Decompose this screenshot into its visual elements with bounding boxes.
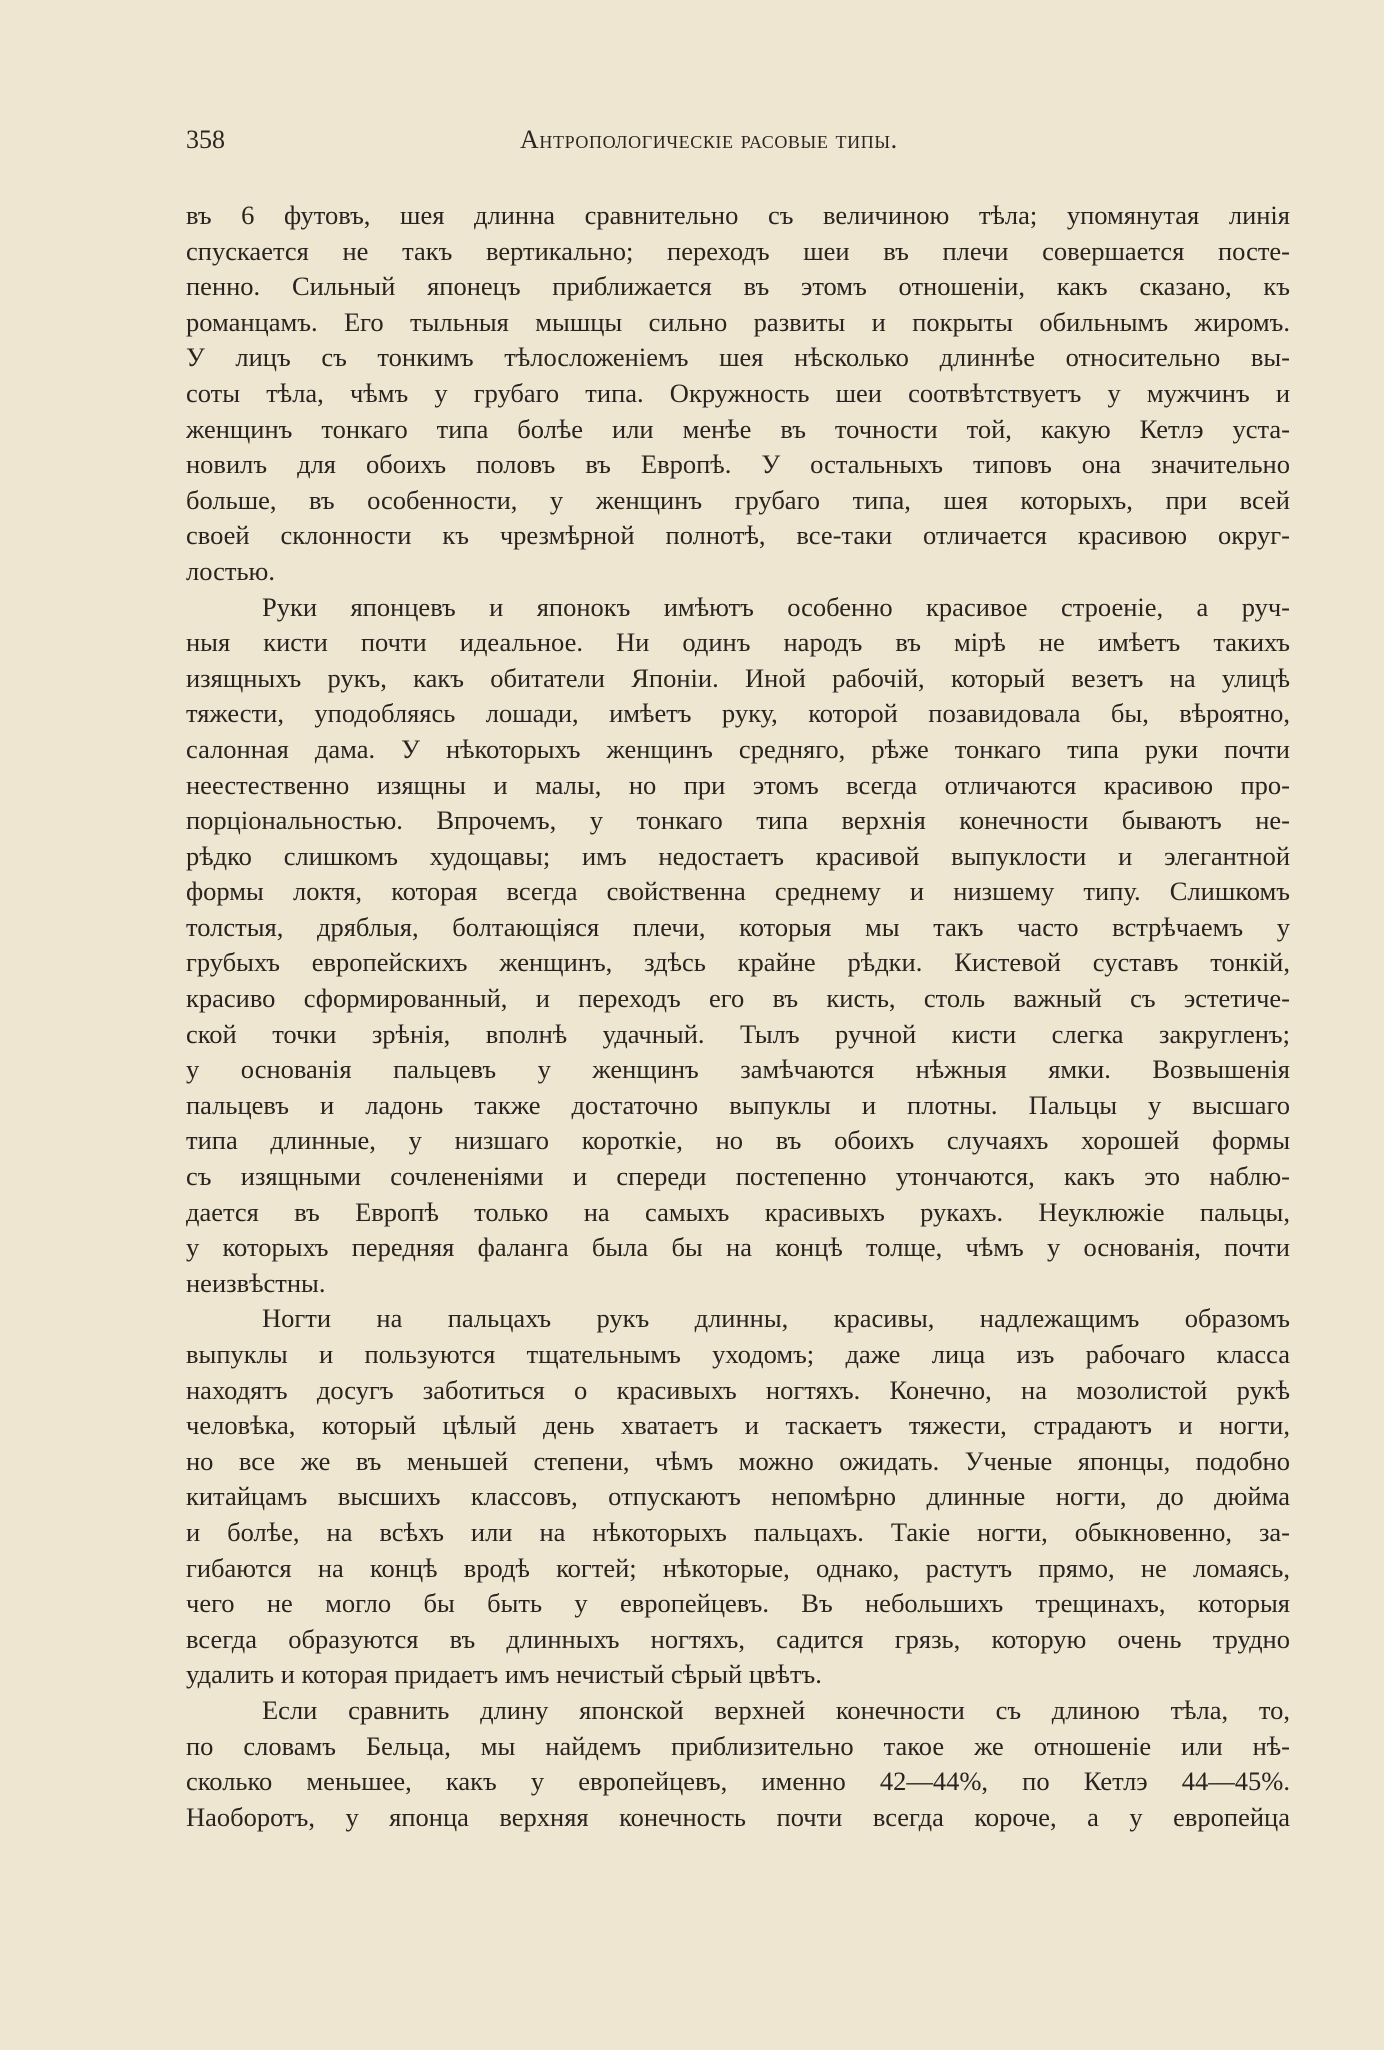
text-line: женщинъ тонкаго типа болѣе или менѣе въ точности той, какую Кетлэ уста- xyxy=(186,413,1290,444)
text-line: неестественно изящны и малы, но при этомъ всегда отличаются красивою про- xyxy=(186,769,1290,800)
text-line: рѣдко слишкомъ худощавы; имъ недостаетъ красивой выпуклости и элегантной xyxy=(186,840,1290,871)
text-line: романцамъ. Его тыльныя мышцы сильно развиты и покрыты обильнымъ жиромъ. xyxy=(186,306,1290,337)
paragraph-2 xyxy=(186,590,1290,1302)
text-line: выпуклы и пользуются тщательнымъ уходомъ; даже лица изъ рабочаго класса xyxy=(186,1339,1290,1369)
text-line: ской точки зрѣнія, вполнѣ удачный. Тылъ ручной кисти слегка закругленъ; xyxy=(186,1018,1290,1049)
text-line: и болѣе, на всѣхъ или на нѣкоторыхъ пальцахъ. Такіе ногти, обыкновенно, за- xyxy=(186,1516,1290,1547)
text-line: въ 6 футовъ, шея длинна сравнительно съ величиною тѣла; упомянутая линія xyxy=(186,200,1290,230)
text-line: человѣка, который цѣлый день хватаетъ и таскаетъ тяжести, страдаютъ и ногти, xyxy=(186,1410,1290,1441)
text-line: новилъ для обоихъ половъ въ Европѣ. У остальныхъ типовъ она значительно xyxy=(186,449,1290,480)
text-line: ныя кисти почти идеальное. Ни одинъ народъ въ мірѣ не имѣетъ такихъ xyxy=(186,627,1290,658)
text-line: У лицъ съ тонкимъ тѣлосложеніемъ шея нѣсколько длиннѣе относительно вы- xyxy=(186,342,1290,373)
text-line: соты тѣла, чѣмъ у грубаго типа. Окружность шеи соотвѣтствуетъ у мужчинъ и xyxy=(186,377,1290,408)
text-line: Если сравнить длину японской верхней конечности съ длиною тѣла, то, xyxy=(262,1694,1290,1725)
text-line: но все же въ меньшей степени, чѣмъ можно ожидать. Ученые японцы, подобно xyxy=(186,1445,1290,1476)
running-head: Антропологическіе расовые типы. xyxy=(520,125,898,154)
text-line: сколько меньшее, какъ у европейцевъ, именно 42—44%, по Кетлэ 44—45%. xyxy=(186,1766,1290,1797)
text-line: салонная дама. У нѣкоторыхъ женщинъ средняго, рѣже тонкаго типа руки почти xyxy=(186,733,1290,764)
text-line: порціональностью. Впрочемъ, у тонкаго типа верхнія конечности бываютъ не- xyxy=(186,805,1290,836)
paragraph-3 xyxy=(186,1301,1290,1693)
text-line: Наоборотъ, у японца верхняя конечность почти всегда короче, а у европейца xyxy=(186,1801,1290,1832)
text-line: всегда образуются въ длинныхъ ногтяхъ, садится грязь, которую очень трудно xyxy=(186,1623,1290,1654)
text-line: удалить и которая придаетъ имъ нечистый сѣрый цвѣтъ. xyxy=(186,1659,822,1690)
paragraph-1 xyxy=(186,198,1290,590)
text-line: пенно. Сильный японецъ приближается въ этомъ отношеніи, какъ сказано, къ xyxy=(186,271,1290,302)
page-number: 358 xyxy=(186,125,225,154)
text-line: больше, въ особенности, у женщинъ грубаго типа, шея которыхъ, при всей xyxy=(186,484,1290,515)
text-line: гибаются на концѣ вродѣ когтей; нѣкоторые, однако, растутъ прямо, не ломаясь, xyxy=(186,1552,1290,1583)
text-line: типа длинные, у низшаго короткіе, но въ обоихъ случаяхъ хорошей формы xyxy=(186,1125,1290,1156)
text-line: съ изящными сочлененіями и спереди постепенно утончаются, какъ это наблю- xyxy=(186,1161,1290,1192)
text-line: грубыхъ европейскихъ женщинъ, здѣсь крайне рѣдки. Кистевой суставъ тонкій, xyxy=(186,947,1290,978)
text-line: у которыхъ передняя фаланга была бы на концѣ толще, чѣмъ у основанія, почти xyxy=(186,1232,1290,1263)
text-line: изящныхъ рукъ, какъ обитатели Японіи. Иной рабочій, который везетъ на улицѣ xyxy=(186,662,1290,693)
text-line: находятъ досугъ заботиться о красивыхъ ногтяхъ. Конечно, на мозолистой рукѣ xyxy=(186,1374,1290,1405)
text-line: по словамъ Бельца, мы найдемъ приблизительно такое же отношеніе или нѣ- xyxy=(186,1730,1290,1761)
paragraph-4 xyxy=(186,1693,1290,1835)
text-line: толстыя, дряблыя, болтающіяся плечи, которыя мы такъ часто встрѣчаемъ у xyxy=(186,911,1290,942)
text-line: пальцевъ и ладонь также достаточно выпуклы и плотны. Пальцы у высшаго xyxy=(186,1089,1290,1120)
text-line: спускается не такъ вертикально; переходъ шеи въ плечи совершается посте- xyxy=(186,235,1290,266)
text-line: своей склонности къ чрезмѣрной полнотѣ, все-таки отличается красивою округ- xyxy=(186,520,1290,551)
text-line: Руки японцевъ и японокъ имѣютъ особенно красивое строеніе, а руч- xyxy=(262,591,1290,622)
text-line: дается въ Европѣ только на самыхъ красивыхъ рукахъ. Неуклюжіе пальцы, xyxy=(186,1196,1290,1227)
text-line: красиво сформированный, и переходъ его въ кисть, столь важный съ эстетиче- xyxy=(186,983,1290,1014)
text-line: китайцамъ высшихъ классовъ, отпускаютъ непомѣрно длинные ногти, до дюйма xyxy=(186,1481,1290,1512)
page-header xyxy=(186,122,1298,162)
text-line: неизвѣстны. xyxy=(186,1267,326,1298)
text-line: чего не могло бы быть у европейцевъ. Въ небольшихъ трещинахъ, которыя xyxy=(186,1588,1290,1619)
text-line: у основанія пальцевъ у женщинъ замѣчаются нѣжныя ямки. Возвышенія xyxy=(186,1054,1290,1085)
text-line: Ногти на пальцахъ рукъ длинны, красивы, надлежащимъ образомъ xyxy=(262,1303,1290,1334)
text-line: формы локтя, которая всегда свойственна среднему и низшему типу. Слишкомъ xyxy=(186,876,1290,907)
text-line: тяжести, уподобляясь лошади, имѣетъ руку, которой позавидовала бы, вѣроятно, xyxy=(186,698,1290,729)
body-text xyxy=(186,198,1290,1835)
text-line: лостью. xyxy=(186,555,275,586)
